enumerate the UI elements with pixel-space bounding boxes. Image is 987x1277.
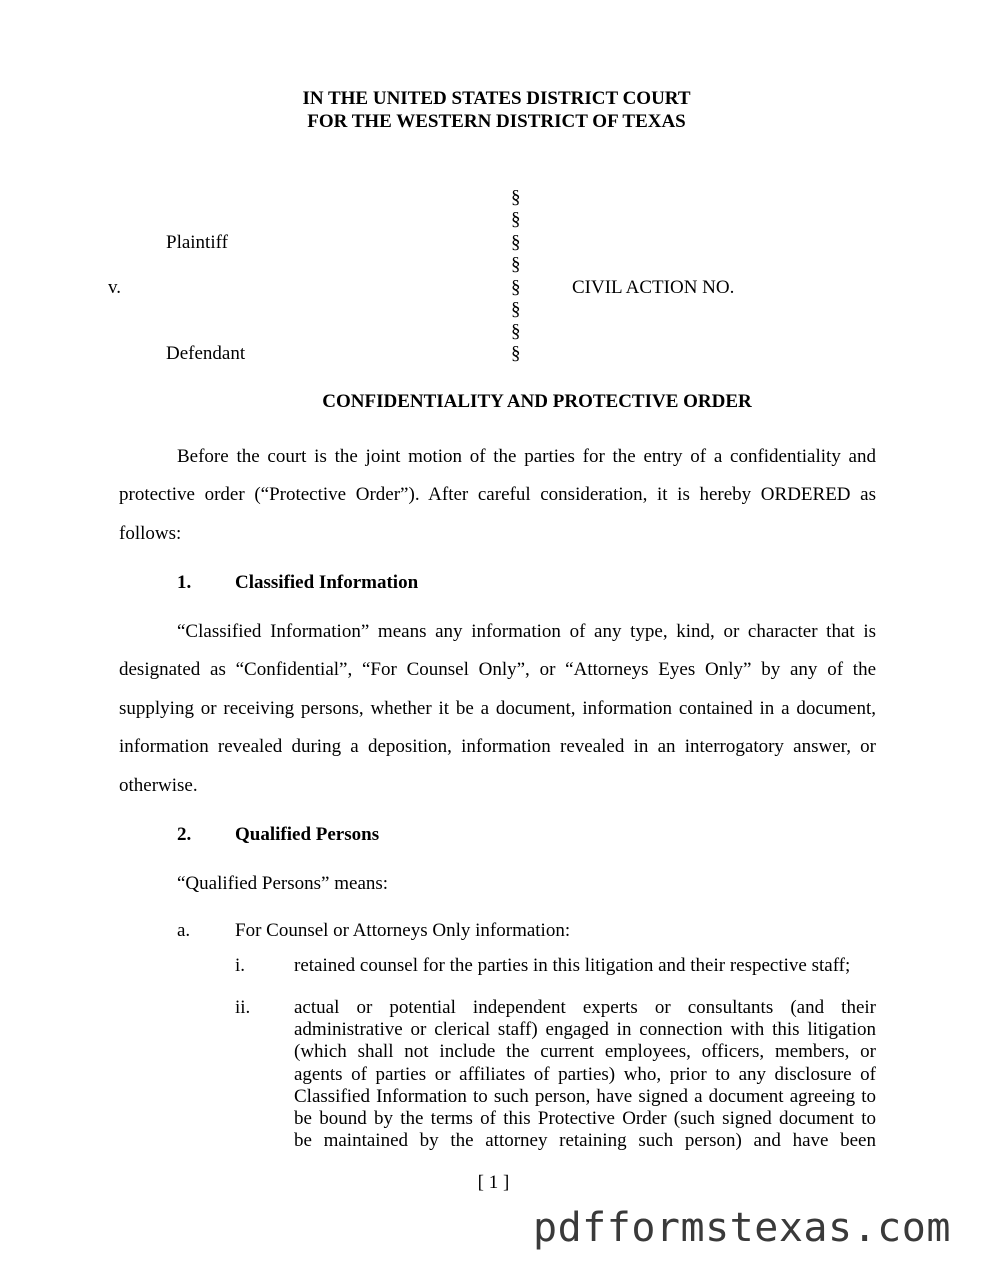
section-symbol: § [511,321,521,342]
section-symbol: § [511,254,521,275]
section-2-number: 2. [177,824,192,845]
defendant-label: Defendant [166,343,246,364]
section-1-line-1: “Classified Information” means any information of any type, kind, or character that is [177,621,876,642]
section-1-line-3: supplying or receiving persons, whether it be a document, information contained in a document, [119,698,876,719]
section-1-line-4: information revealed during a deposition, information revealed in an interrogatory answer, or [119,736,876,757]
section-2-intro: “Qualified Persons” means: [177,873,389,894]
intro-line-1: Before the court is the joint motion of the parties for the entry of a confidentiality and [177,446,876,467]
section-symbol: § [511,343,521,364]
item-ii-line-4: agents of parties or affiliates of parties) who, prior to any disclosure of [294,1064,876,1085]
item-ii-line-7: be maintained by the attorney retaining such person) and have been [294,1130,876,1151]
item-i-text: retained counsel for the parties in this litigation and their respective staff; [294,955,851,976]
item-ii-line-1: actual or potential independent experts or consultants (and their [294,997,876,1018]
item-i-marker: i. [235,955,246,976]
item-ii-line-5: Classified Information to such person, have signed a document agreeing to [294,1086,876,1107]
intro-line-2: protective order (“Protective Order”). After careful consideration, it is hereby ORDERED as [119,484,876,505]
section-1-number: 1. [177,572,192,593]
item-a-marker: a. [177,920,191,941]
versus-label: v. [108,277,122,298]
court-name-line-1: IN THE UNITED STATES DISTRICT COURT [302,88,691,109]
plaintiff-label: Plaintiff [166,232,228,253]
section-2-heading: Qualified Persons [235,824,380,845]
item-ii-line-6: be bound by the terms of this Protective Order (such signed document to [294,1108,876,1129]
order-title: CONFIDENTIALITY AND PROTECTIVE ORDER [322,391,752,412]
section-1-line-2: designated as “Confidential”, “For Counsel Only”, or “Attorneys Eyes Only” by any of the [119,659,876,680]
intro-line-3: follows: [119,523,182,544]
item-ii-line-3: (which shall not include the current employees, officers, members, or [294,1041,876,1062]
section-symbol: § [511,277,521,298]
watermark: pdfformstexas.com [533,1205,951,1251]
section-1-heading: Classified Information [235,572,419,593]
section-symbol: § [511,209,521,230]
section-symbol: § [511,232,521,253]
section-symbol: § [511,299,521,320]
court-name-line-2: FOR THE WESTERN DISTRICT OF TEXAS [307,111,686,132]
item-ii-line-2: administrative or clerical staff) engaged in connection with this litigation [294,1019,876,1040]
section-symbol: § [511,187,521,208]
civil-action-label: CIVIL ACTION NO. [572,277,735,298]
page-number: [ 1 ] [477,1172,510,1193]
item-ii-marker: ii. [235,997,251,1018]
section-1-line-5: otherwise. [119,775,198,796]
item-a-text: For Counsel or Attorneys Only information: [235,920,571,941]
